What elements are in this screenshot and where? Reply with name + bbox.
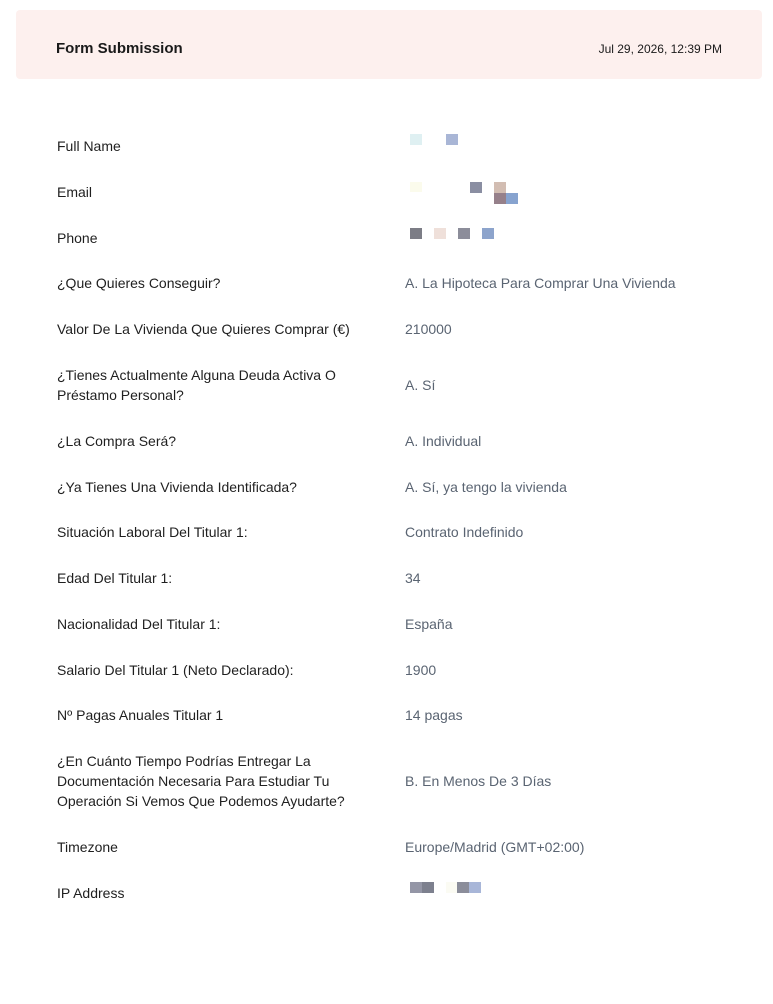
field-row-documentation-time [57,751,737,811]
field-value: 1900 [405,662,437,678]
field-label: Nº Pagas Anuales Titular 1 [57,707,224,723]
field-value: 14 pagas [405,707,463,723]
field-label: Salario Del Titular 1 (Neto Declarado): [57,662,294,678]
field-row-ip-address [57,883,737,903]
field-value: 210000 [405,321,452,337]
field-row-home-identified [57,477,737,497]
field-label: Full Name [57,138,121,154]
field-label: Edad Del Titular 1: [57,570,173,586]
field-label: ¿Ya Tienes Una Vivienda Identificada? [57,479,297,495]
form-header [16,10,762,79]
field-value: A. Individual [405,433,482,449]
redacted-value [405,134,545,174]
field-value: Contrato Indefinido [405,524,524,540]
field-label: Timezone [57,839,118,855]
field-value: B. En Menos De 3 Días [405,773,552,789]
field-row-email [57,182,737,202]
field-label: ¿Tienes Actualmente Alguna Deuda Activa O Préstamo Personal? [57,367,336,403]
field-label: ¿Que Quieres Conseguir? [57,275,221,291]
field-row-goal [57,273,737,293]
field-value: España [405,616,453,632]
redacted-value [405,228,545,268]
field-value: 34 [405,570,421,586]
field-label: Situación Laboral Del Titular 1: [57,524,248,540]
field-row-phone [57,228,737,248]
field-value: A. La Hipoteca Para Comprar Una Vivienda [405,275,676,291]
field-label: IP Address [57,885,125,901]
field-row-nationality [57,614,737,634]
field-row-age [57,568,737,588]
field-row-timezone [57,837,737,857]
field-value: A. Sí, ya tengo la vivienda [405,479,567,495]
field-value: A. Sí [405,377,436,393]
submission-date: Jul 29, 2026, 12:39 PM [598,42,722,56]
field-row-employment [57,522,737,542]
field-value: Europe/Madrid (GMT+02:00) [405,839,585,855]
field-row-purchase-type [57,431,737,451]
field-label: Phone [57,230,98,246]
field-label: Email [57,184,93,200]
field-row-salary [57,660,737,680]
field-row-full-name [57,136,737,156]
field-row-annual-payments [57,705,737,725]
field-row-home-value [57,319,737,339]
redacted-value [405,882,545,922]
field-label: ¿En Cuánto Tiempo Podrías Entregar La Documentación Necesaria Para Estudiar Tu Operación Si Vemos Que Podemos Ayudarte? [57,753,345,809]
field-label: Valor De La Vivienda Que Quieres Comprar (€) [57,321,350,337]
field-row-active-debt [57,365,737,405]
field-label: Nacionalidad Del Titular 1: [57,616,221,632]
page-title: Form Submission [56,40,183,57]
redacted-value [405,182,545,222]
field-label: ¿La Compra Será? [57,433,177,449]
